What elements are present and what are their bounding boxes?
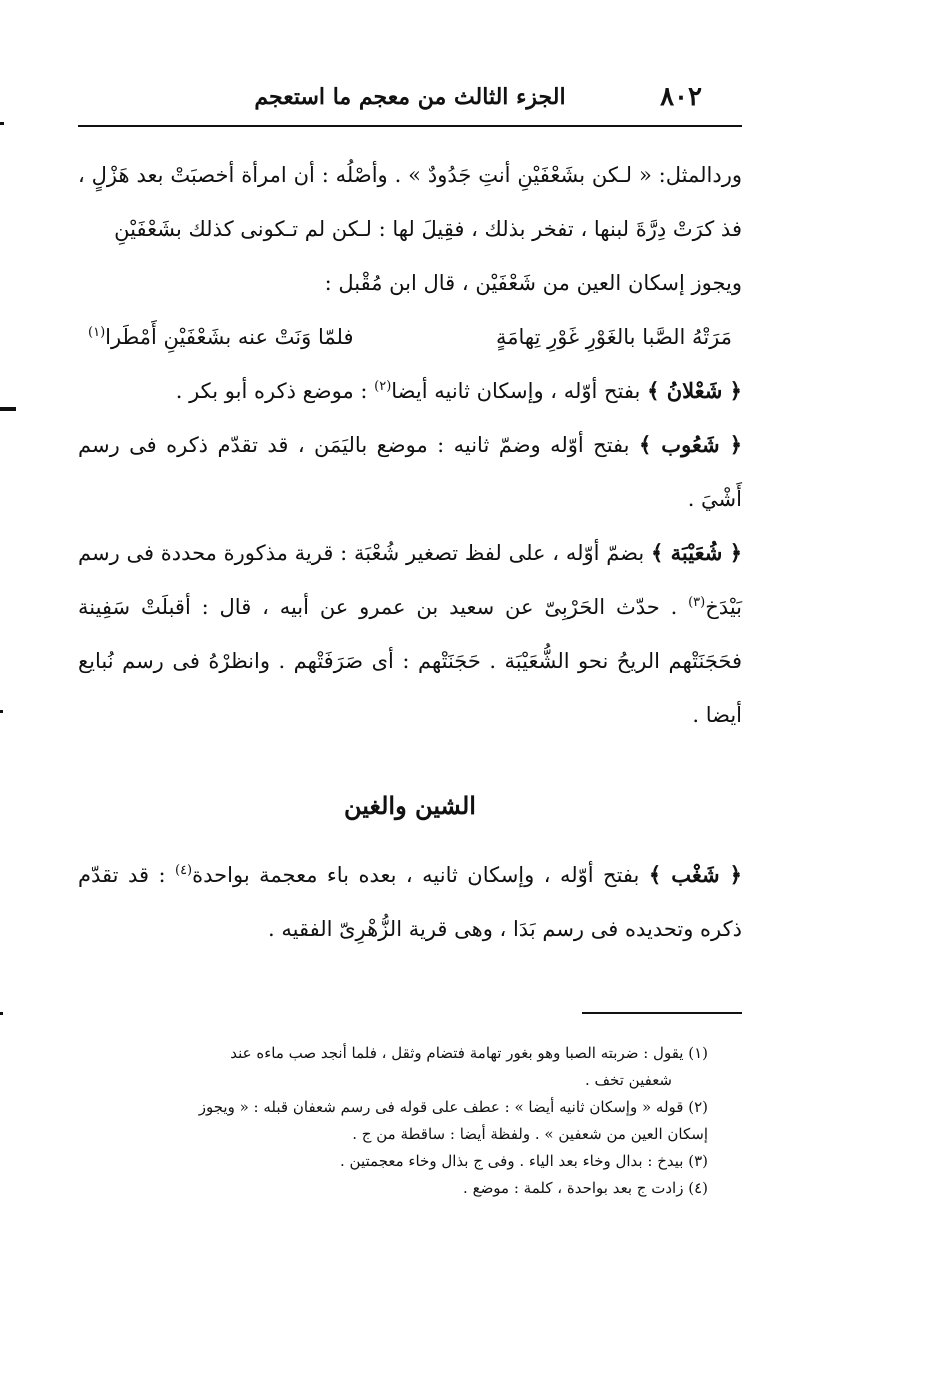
- section-heading: الشين والغين: [344, 791, 476, 820]
- entry-text: . حدّث الحَرْبِىّ عن سعيد بن عمرو عن أبيه ، قال : أقبلَتْ سَفِينة فحَجَنَتْهم الريحُ نحو الشُّعَيْبَة . حَجَنَتْهم : أى صَرَفَتْهم . وانظرْهُ فى رسم نُبايع أيضا .: [78, 595, 742, 727]
- verse-second-text: فلمّا وَنَتْ عنه بشَعْفَيْنِ أَمْطَرا: [105, 325, 354, 349]
- scan-mark: [0, 407, 16, 411]
- footnote-2: (٢) قوله « وإسكان ثانيه أيضا » : عطف على قوله فى رسم شعفان قبله : « ويجوز: [198, 1098, 708, 1116]
- entry-text: : موضع ذكره أبو بكر .: [175, 379, 375, 403]
- scan-mark: [0, 1012, 3, 1015]
- running-title: الجزء الثالث من معجم ما استعجم: [254, 84, 566, 110]
- entry-text: بضمّ أوّله ، على لفظ تصغير شُعْبَة : قرية مذكورة محددة فى رسم بَيْدَخ: [78, 541, 742, 619]
- page-number: ٨٠٢: [660, 82, 702, 112]
- footnote-ref-2: (٢): [374, 379, 392, 394]
- entry-text: بفتح أوّله وضمّ ثانيه : موضع باليَمَن ، قد تقدّم ذكره فى رسم أَشْيَ .: [78, 433, 742, 511]
- header-rule: [78, 125, 742, 127]
- footnote-ref-4: (٤): [174, 863, 193, 878]
- entry-shuaybah: [78, 526, 742, 742]
- entry-headword: ﴿ شَغْب ﴾: [648, 862, 742, 887]
- footnote-3: (٣) بيدخ : بدال وخاء بعد الياء . وفى ج بذال وخاء معجمتين .: [340, 1152, 708, 1170]
- scan-mark: [0, 710, 3, 713]
- entry-text: بفتح أوّله ، وإسكان ثانيه أيضا: [391, 379, 648, 403]
- footnote-1-continued: شعفين تخف .: [584, 1071, 672, 1089]
- verse-second-hemistich: [88, 310, 354, 364]
- footnote-1: (١) يقول : ضربته الصبا وهو بغور تهامة فتضام وثقل ، فلما أنجد صب ماءه عند: [230, 1044, 708, 1062]
- main-text: [78, 148, 742, 956]
- footnote-ref-1: (١): [88, 325, 106, 340]
- entry-text: بفتح أوّله ، وإسكان ثانيه ، بعده باء معجمة بواحدة: [192, 863, 649, 887]
- verse-first-hemistich: مَرَتْهُ الصَّبا بالغَوْرِ غَوْرِ تِهامَةٍ: [496, 325, 732, 349]
- entry-headword: ﴿ شُعَيْبَة ﴾: [650, 540, 742, 565]
- footnote-ref-3: (٣): [688, 595, 706, 610]
- entry-shalan: [78, 364, 742, 418]
- footnotes: [78, 1040, 708, 1202]
- entry-shaub: [78, 418, 742, 526]
- footnote-4: (٤) زادت ج بعد بواحدة ، كلمة : موضع .: [463, 1179, 708, 1197]
- scan-mark: [0, 122, 4, 125]
- paragraph-ibn-muqbil: ويجوز إسكان العين من شَعْفَيْن ، قال ابن مُقْبل :: [324, 271, 742, 295]
- running-head: [78, 82, 742, 122]
- poem-verse: [78, 310, 742, 364]
- paragraph-proverb: وردالمثل: « لـكن بشَعْفَيْنِ أنتِ جَدُودٌ » . وأصْلُه : أن امرأة أخصبَتْ بعد هَزْلٍ ، فذ كرَتْ دِرَّةَ لبنها ، تفخر بذلك ، فقِيلَ لها : لـكن لم تـكونى كذلك بشَعْفَيْنِ: [78, 163, 742, 241]
- entry-headword: ﴿ شَعُوب ﴾: [638, 432, 743, 457]
- entry-headword: ﴿ شَعْلانُ ﴾: [647, 378, 742, 403]
- footnote-rule: [582, 1012, 742, 1014]
- entry-shaghb: [78, 848, 742, 956]
- footnote-2-continued: إسكان العين من شعفين » . ولفظة أيضا : ساقطة من ج .: [352, 1125, 708, 1143]
- entry-text: : قد تقدّم ذكره وتحديده فى رسم بَدَا ، وهى قرية الزُّهْرِىّ الفقيه .: [78, 863, 742, 941]
